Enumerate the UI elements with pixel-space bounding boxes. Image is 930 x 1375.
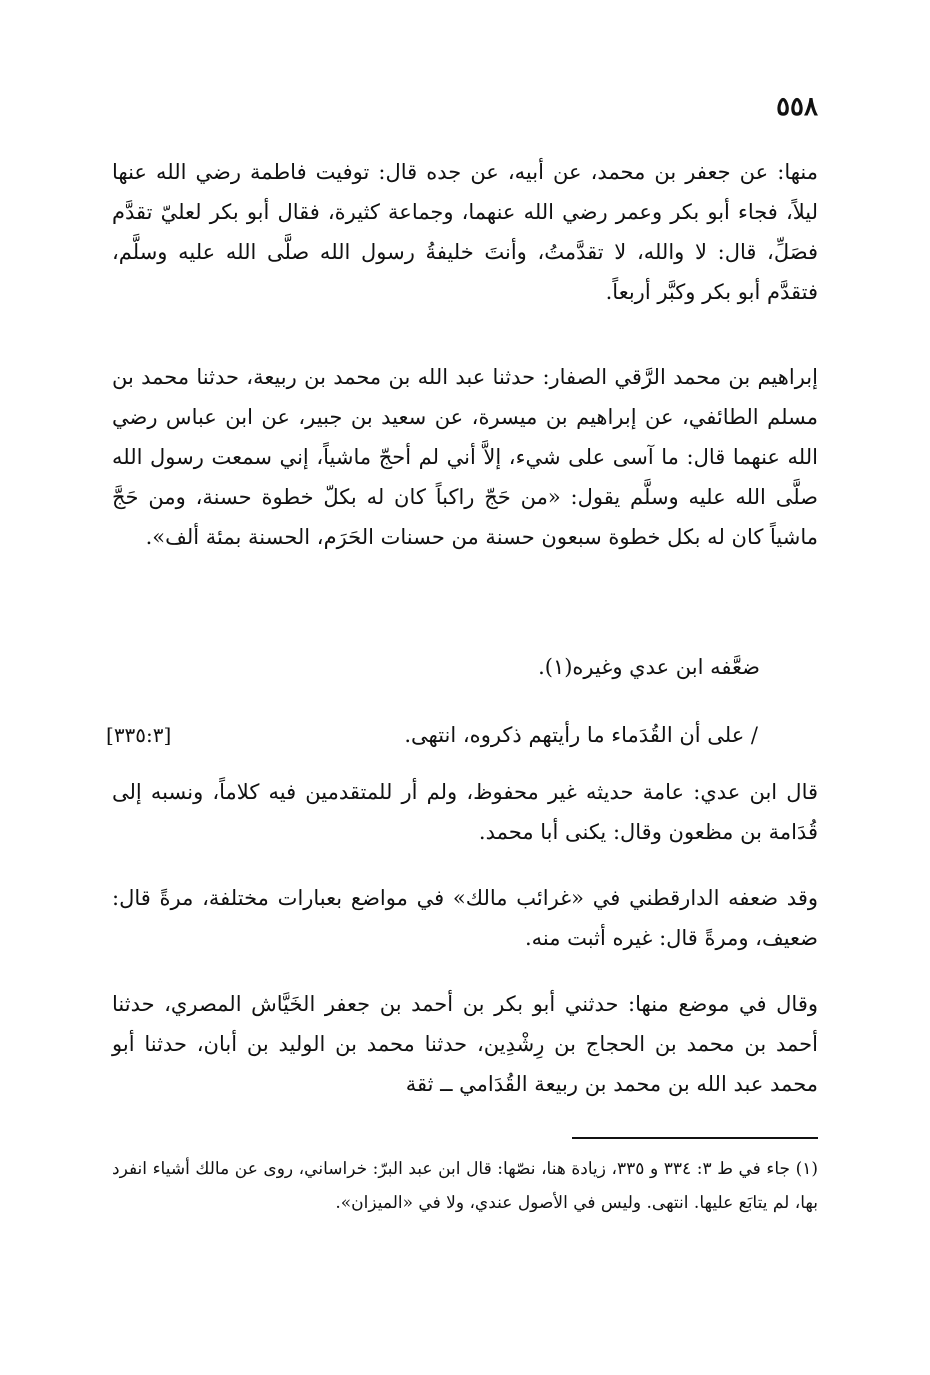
paragraph-qudama-block (106, 715, 818, 755)
paragraph-ibn-adi-statement: قال ابن عدي: عامة حديثه غير محفوظ، ولم أر للمتقدمين فيه كلاماً، ونسبه إلى قُدَامة بن مظعون وقال: يكنى أبا محمد. (112, 780, 819, 844)
paragraph-ibn-adi-weak: ضعَّفه ابن عدي وغيره(١). (538, 655, 760, 679)
paragraph-qudama: / على أن القُدَماء ما رأيتهم ذكروه، انتهى. (404, 723, 758, 747)
footnote: (١) جاء في ط ٣: ٣٣٤ و ٣٣٥، زيادة هنا، نصّها: قال ابن عبد البرّ: خراساني، روى عن مالك أشياء انفرد بها، لم يتابَع عليها. انتهى. وليس في الأصول عندي، ولا في «الميزان». (112, 1159, 818, 1213)
paragraph-fatima-funeral: منها: عن جعفر بن محمد، عن أبيه، عن جده قال: توفيت فاطمة رضي الله عنها ليلاً، فجاء أبو بكر وعمر رضي الله عنهما، وجماعة كثيرة، فقال أبو بكر لعليّ تقدَّم فصَلِّ، قال: لا والله، لا تقدَّمتُ، وأنتَ خليفةُ رسول الله صلَّى الله عليه وسلَّم، فتقدَّم أبو بكر وكبَّر أربعاً. (112, 160, 818, 304)
paragraph-daraqutni: وقد ضعفه الدارقطني في «غرائب مالك» في مواضع بعبارات مختلفة، مرةً قال: ضعيف، ومرةً قال: غيره أثبت منه. (112, 886, 818, 950)
paragraph-ibrahim-hadith: إبراهيم بن محمد الرَّقي الصفار: حدثنا عبد الله بن محمد بن ربيعة، حدثنا محمد بن مسلم الطائفي، عن إبراهيم بن ميسرة، عن سعيد بن جبير، عن ابن عباس رضي الله عنهما قال: ما آسى على شيء، إلاَّ أني لم أحجّ ماشياً، إني سمعت رسول الله صلَّى الله عليه وسلَّم يقول: «من حَجّ راكباً كان له بكلّ خطوة حسنة، ومن حَجَّ ماشياً كان له بكل خطوة سبعون حسنة من حسنات الحَرَم، الحسنة بمئة ألف». (112, 365, 818, 549)
page-number: ٥٥٨ (776, 92, 818, 122)
paragraph-isnad-chain: وقال في موضع منها: حدثني أبو بكر بن أحمد بن جعفر الخَيَّاش المصري، حدثنا أحمد بن محمد بن الحجاج بن رِشْدِين، حدثنا محمد بن الوليد بن أبان، حدثنا أبو محمد عبد الله بن محمد بن ربيعة القُدَامي ــ ثقة (112, 992, 818, 1096)
footnote-divider (572, 1137, 818, 1139)
volume-page-reference: [٣٣٥:٣] (106, 723, 172, 747)
